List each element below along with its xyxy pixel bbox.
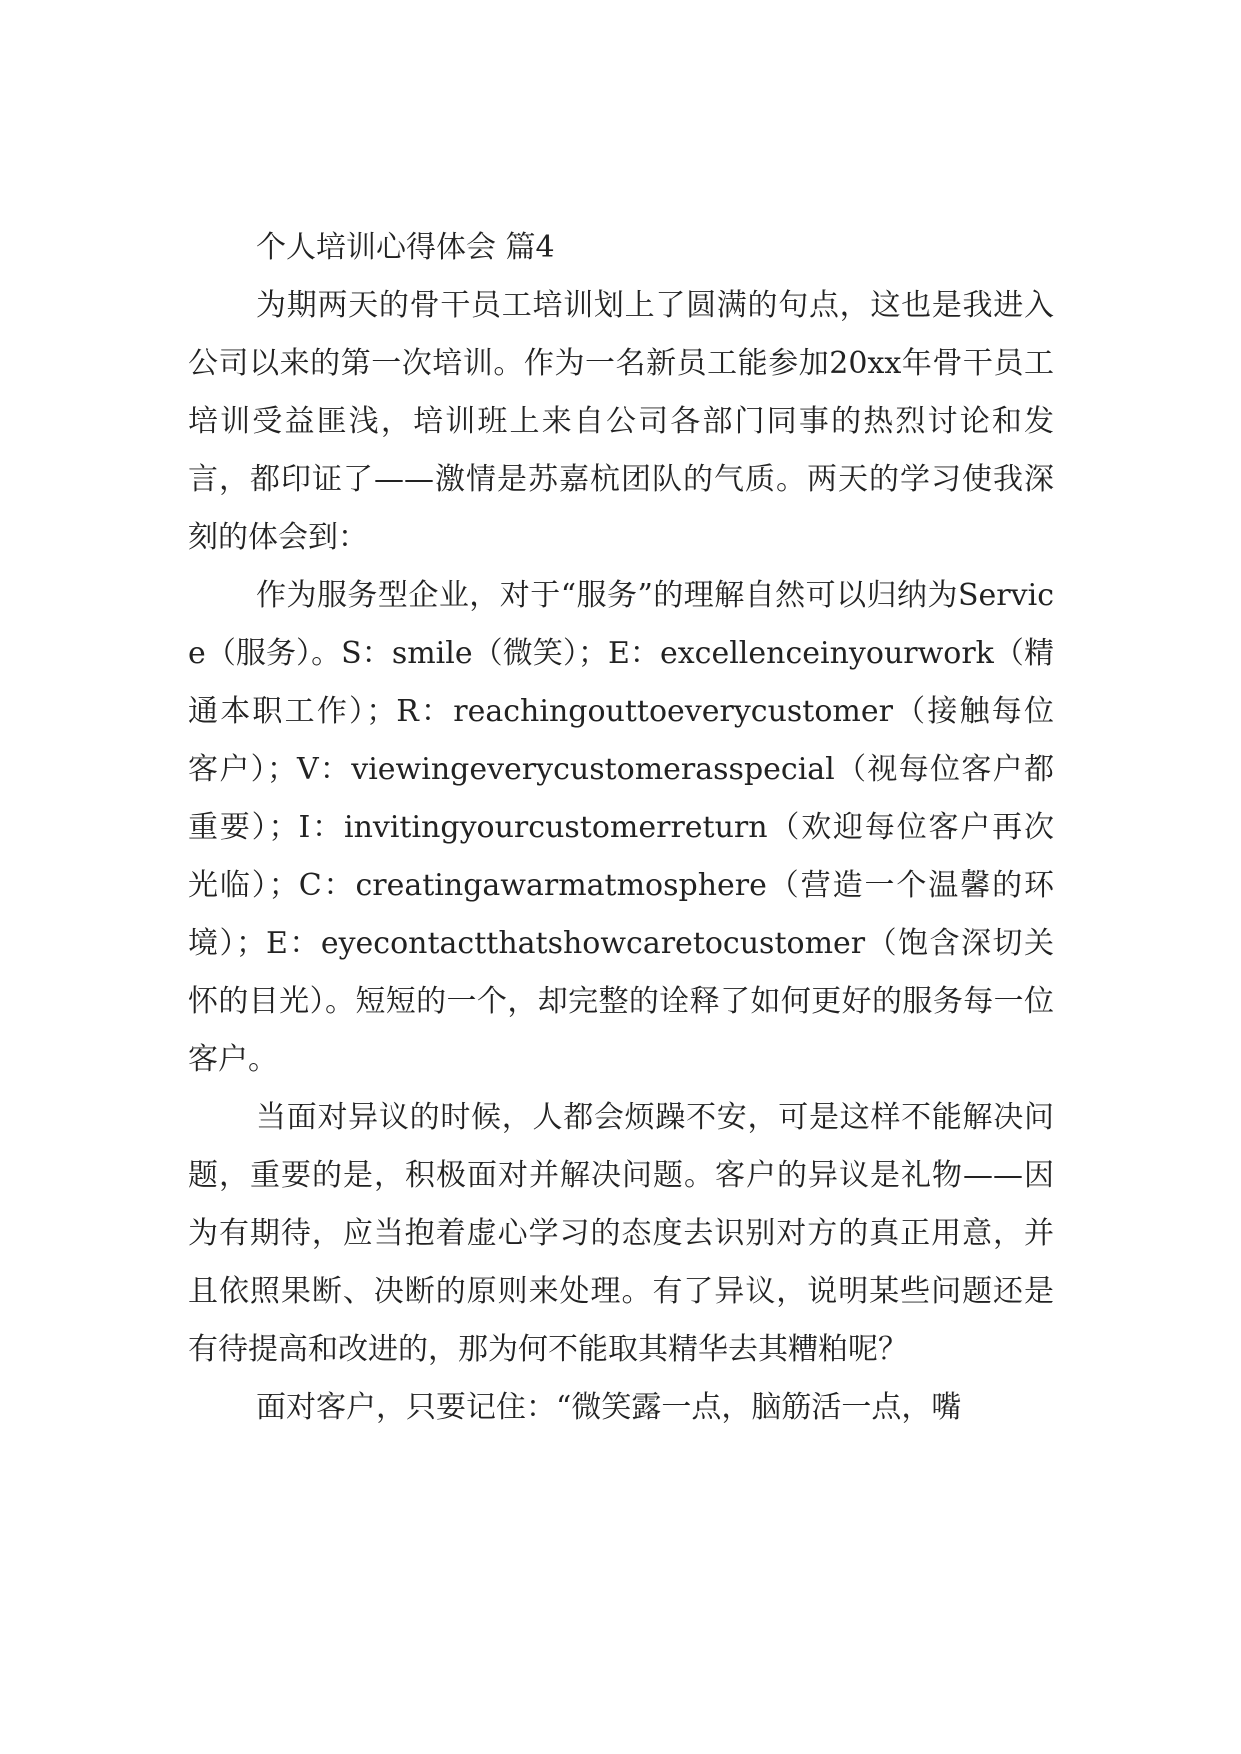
document-body (188, 219, 1054, 1437)
section-heading: 个人培训心得体会 篇4 (256, 230, 555, 265)
paragraph-handling-objections: 当面对异议的时候，人都会烦躁不安，可是这样不能解决问题，重要的是，积极面对并解决问题。客户的异议是礼物——因为有期待，应当抱着虚心学习的态度去识别对方的真正用意，并且依照果断、决断的原则来处理。有了异议，说明某些问题还是有待提高和改进的，那为何不能取其精华去其糟粕呢？ (188, 1100, 1054, 1367)
paragraph-training-summary: 为期两天的骨干员工培训划上了圆满的句点，这也是我进入公司以来的第一次培训。作为一名新员工能参加20xx年骨干员工培训受益匪浅，培训班上来自公司各部门同事的热烈讨论和发言，都印证了——激情是苏嘉杭团队的气质。两天的学习使我深刻的体会到： (188, 288, 1054, 555)
paragraph-facing-customers: 面对客户，只要记住：“微笑露一点，脑筋活一点，嘴 (256, 1390, 962, 1425)
paragraph-service-meaning: 作为服务型企业，对于“服务”的理解自然可以归纳为Service（服务）。S：smile（微笑）；E：excellenceinyourwork（精通本职工作）；R：reachingouttoeverycustomer（接触每位客户）；V：viewingeverycustomerasspecial（视每位客户都重要）；I：invitingyourcustomerreturn（欢迎每位客户再次光临）；C：creatingawarmatmosphere（营造一个温馨的环境）；E：eyecontactthatshowcaretocustomer（饱含深切关怀的目光）。短短的一个，却完整的诠释了如何更好的服务每一位客户。 (188, 578, 1054, 1077)
